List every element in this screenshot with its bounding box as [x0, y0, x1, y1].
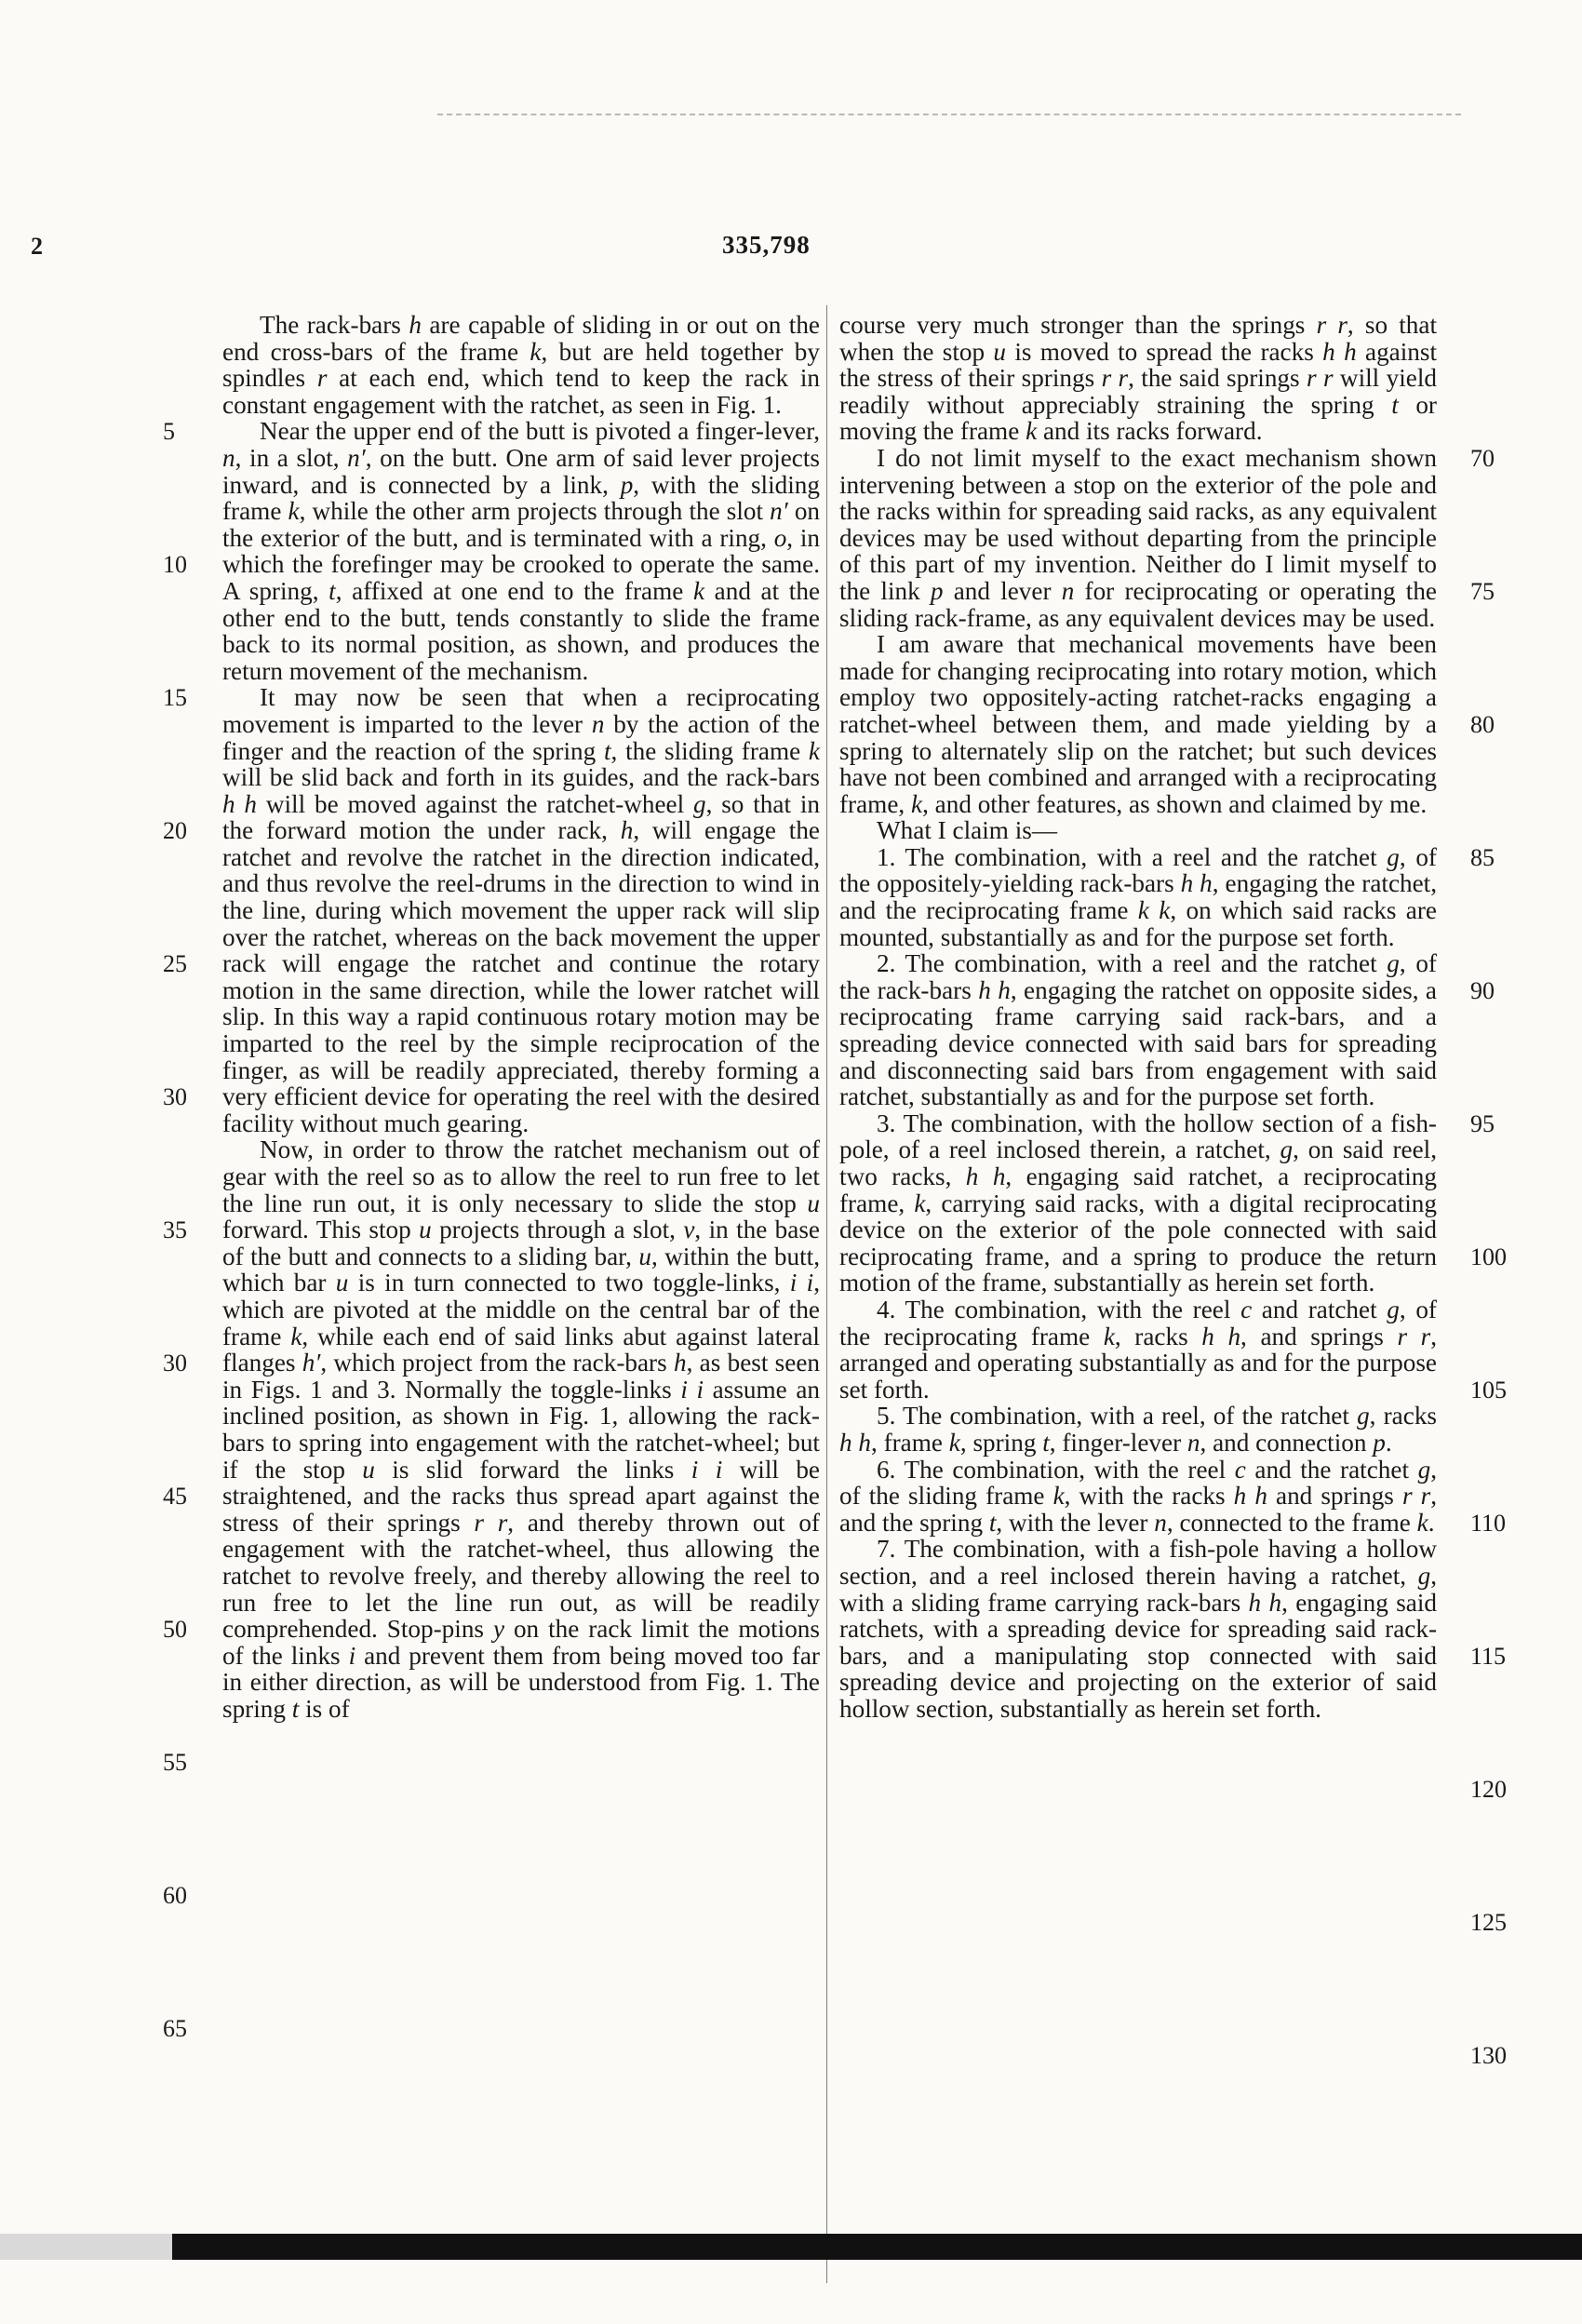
patent-number: 335,798: [722, 231, 811, 259]
bottom-bar: [172, 2234, 1582, 2260]
left-column: [222, 312, 820, 1722]
line-number-right: 85: [1470, 844, 1495, 871]
paragraph-c2: 2. The combination, with a reel and the ratchet g, of the rack-bars h h, engaging the ratchet on opposite sides, a reciprocating frame carrying said rack-bars, and a spreading device connected with said bars for spreading and disconnecting said bars from engagement with said ratchet, substantially as and for the purpose set forth.: [839, 949, 1437, 1111]
bottom-bar-left: [0, 2234, 172, 2260]
paragraph-p4: Now, in order to throw the ratchet mechanism out of gear with the reel so as to allow the reel to run free to let the line run out, it is only necessary to slide the stop u forward. This stop u projects through a slot, v, in the base of the butt and connects to a sliding bar, u, within the butt, which bar u is in turn connected to two toggle-links, i i, which are pivoted at the middle on the central bar of the frame k, while each end of said links abut against lateral flanges h′, which project from the rack-bars h, as best seen in Figs. 1 and 3. Normally the toggle-links i i assume an inclined position, as shown in Fig. 1, allowing the rack-bars to spring into engagement with the ratchet-wheel; but if the stop u is slid forward the links i i will be straightened, and the racks thus spread apart against the stress of their springs r r, and thereby thrown out of engagement with the ratchet-wheel, thus allowing the ratchet to revolve freely, and thereby allowing the reel to run free to let the line run out, as will be readily comprehended. Stop-pins y on the rack limit the motions of the links i and prevent them from being moved too far in either direction, as will be understood from Fig. 1. The spring t is of: [222, 1135, 821, 1723]
line-number-left: 55: [163, 1749, 187, 1777]
line-number-left: 35: [163, 1216, 187, 1244]
line-number-right: 115: [1470, 1643, 1507, 1670]
paragraph-c4: 4. The combination, with the reel c and ratchet g, of the reciprocating frame k, racks h h, and springs r r, arranged and operating substantially as and for the purpose set forth.: [839, 1295, 1438, 1404]
line-number-left: 60: [163, 1882, 187, 1910]
line-number-right: 90: [1470, 977, 1495, 1004]
line-number-right: 80: [1470, 711, 1495, 738]
paragraph-p1: The rack-bars h are capable of sliding in or out on the end cross-bars of the frame k, but are held together by spindles r at each end, which tend to keep the rack in constant engagement with the ratchet, as seen in Fig. 1.: [222, 311, 820, 419]
paragraph-c6: 6. The combination, with the reel c and the ratchet g, of the sliding frame k, with the racks h h and springs r r, and the spring t, with the lever n, connected to the frame k.: [839, 1455, 1437, 1537]
line-number-right: 120: [1470, 1776, 1507, 1803]
line-number-right: 105: [1470, 1377, 1507, 1404]
line-number-left: 50: [163, 1616, 187, 1644]
line-number-left: 30: [163, 1083, 187, 1111]
line-number-right: 100: [1470, 1243, 1507, 1270]
line-number-left: 10: [163, 551, 187, 579]
paragraph-c1: 1. The combination, with a reel and the ratchet g, of the oppositely-yielding rack-bars h h, engaging the ratchet, and the reciprocating frame k k, on which said racks are mounted, substantially as and for the purpose set forth.: [839, 842, 1438, 951]
right-column: [839, 312, 1437, 1722]
line-number-right: 125: [1470, 1909, 1507, 1936]
paragraph-p7: I am aware that mechanical movements have been made for changing reciprocating into rotary motion, which employ two oppositely-acting ratchet-racks engaging a ratchet-wheel between them, and made yielding by a spring to alternately slip on the ratchet; but such devices have not been combined and arranged with a reciprocating frame, k, and other features, as shown and claimed by me.: [839, 630, 1437, 818]
paragraph-c3: 3. The combination, with the hollow section of a fish-pole, of a reel inclosed therein, a ratchet, g, on said reel, two racks, h h, engaging said ratchet, a reciprocating frame, k, carrying said racks, with a digital reciprocating device on the exterior of the pole connected with said reciprocating frame, and a spring to produce the return motion of the frame, substantially as herein set forth.: [839, 1108, 1437, 1297]
paragraph-p6: I do not limit myself to the exact mechanism shown intervening between a stop on the exterior of the pole and the racks within for spreading said racks, as any equivalent devices may be used without departing from the principle of this part of my invention. Neither do I limit myself to the link p and lever n for reciprocating or operating the sliding rack-frame, as any equivalent devices may be used.: [839, 443, 1437, 632]
paragraph-p2: Near the upper end of the butt is pivoted a finger-lever, n, in a slot, n′, on the butt. One arm of said lever projects inward, and is connected by a link, p, with the sliding frame k, while the other arm projects through the slot n′ on the exterior of the butt, and is terminated with a ring, o, in which the forefinger may be crooked to operate the same. A spring, t, affixed at one end to the frame k and at the other end to the butt, tends constantly to slide the frame back to its normal position, as shown, and produces the return movement of the mechanism.: [222, 417, 821, 685]
line-number-left: 65: [163, 2015, 187, 2043]
line-number-right: 110: [1470, 1510, 1507, 1537]
line-number-left: 20: [163, 817, 187, 845]
page-number: 2: [31, 233, 43, 260]
column-divider: [826, 305, 827, 2283]
line-number-right: 130: [1470, 2042, 1507, 2069]
header-rule: [437, 114, 1461, 115]
line-number-left: 15: [163, 684, 187, 712]
paragraph-p5: course very much stronger than the springs r r, so that when the stop u is moved to spread the racks h h against the stress of their springs r r, the said springs r r will yield readily without appreciably straining the spring t or moving the frame k and its racks forward.: [839, 311, 1438, 446]
paragraph-p8: What I claim is—: [877, 816, 1058, 845]
paragraph-c7: 7. The combination, with a fish-pole having a hollow section, and a reel inclosed therein having a ratchet, g, with a sliding frame carrying rack-bars h h, engaging said ratchets, with a spreading device for spreading said rack-bars, and a manipulating stop connected with said spreading device and projecting on the exterior of said hollow section, substantially as herein set forth.: [839, 1535, 1437, 1723]
paragraph-p3: It may now be seen that when a reciprocating movement is imparted to the lever n by the action of the finger and the reaction of the spring t, the sliding frame k will be slid back and forth in its guides, and the rack-bars h h will be moved against the ratchet-wheel g, so that in the forward motion the under rack, h, will engage the ratchet and revolve the ratchet in the direction indicated, and thus revolve the reel-drums in the direction to wind in the line, during which movement the upper rack will slip over the ratchet, whereas on the back movement the upper rack will engage the ratchet and continue the rotary motion in the same direction, while the lower ratchet will slip. In this way a rapid continuous rotary motion may be imparted to the reel by the simple reciprocation of the finger, as will be readily appreciated, thereby forming a very efficient device for operating the reel with the desired facility without much gearing.: [222, 683, 820, 1137]
line-number-left: 45: [163, 1483, 187, 1511]
line-number-left: 25: [163, 950, 187, 978]
line-number-left: 30: [163, 1350, 187, 1377]
paragraph-c5: 5. The combination, with a reel, of the ratchet g, racks h h, frame k, spring t, finger-lever n, and connection p.: [839, 1402, 1437, 1457]
line-number-left: 5: [163, 418, 175, 446]
line-number-right: 75: [1470, 578, 1495, 605]
line-number-right: 70: [1470, 445, 1495, 472]
line-number-right: 95: [1470, 1110, 1495, 1137]
